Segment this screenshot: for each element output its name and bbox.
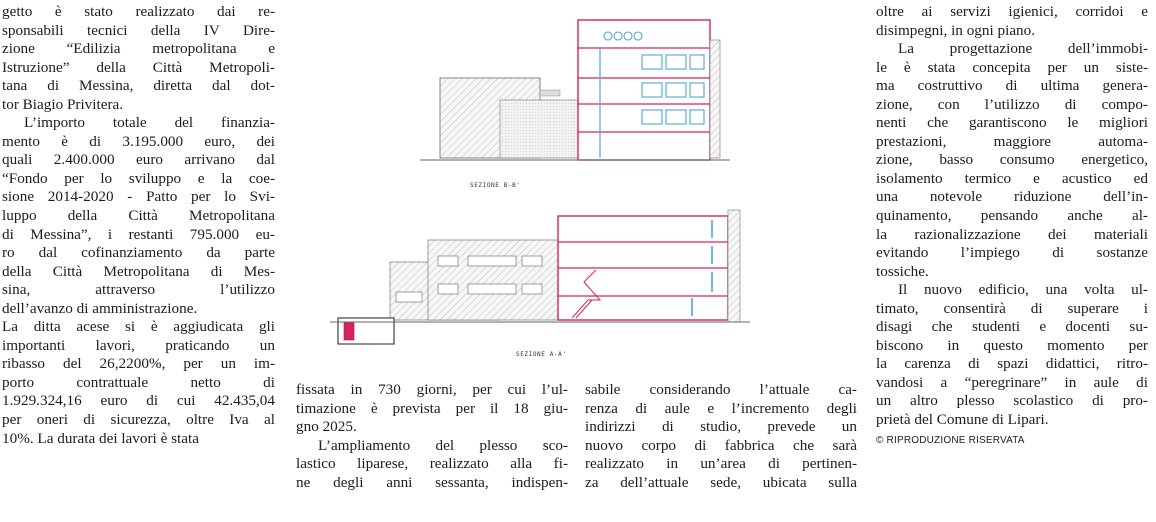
architectural-sections-figure bbox=[300, 0, 852, 370]
text-line: indirizzi di studio, prevede un bbox=[585, 418, 857, 436]
text-line: lastico liparese, realizzato alla fi- bbox=[296, 455, 568, 473]
text-line: biscono in questo momento per bbox=[876, 336, 1148, 354]
text-line: le è stata concepita per un siste- bbox=[876, 58, 1148, 76]
text-line: quali 2.400.000 euro arrivano dal bbox=[2, 151, 275, 169]
text-line: getto è stato realizzato dai re- bbox=[2, 3, 275, 20]
text-line: gno 2025. bbox=[296, 418, 357, 436]
text-line: importanti lavori, praticando un bbox=[2, 336, 275, 354]
text-line: La ditta acese si è aggiudicata gli bbox=[2, 318, 275, 336]
text-line: sina, attraverso l’utilizzo bbox=[2, 281, 275, 299]
article-column-1 bbox=[2, 3, 275, 448]
text-line: prietà del Comune di Lipari. bbox=[876, 411, 1049, 429]
text-line: sione 2014-2020 - Patto per lo Svi- bbox=[2, 188, 275, 206]
article-column-2 bbox=[296, 381, 568, 492]
text-line: Il nuovo edificio, una volta ul- bbox=[898, 281, 1148, 299]
section-b-caption: SEZIONE B-B' bbox=[470, 182, 521, 189]
section-a-drawing bbox=[330, 210, 750, 358]
text-line: sponsabili tecnici della IV Dire- bbox=[2, 21, 275, 39]
text-line: un altro plesso scolastico di pro- bbox=[876, 392, 1148, 410]
article-column-4 bbox=[876, 3, 1148, 450]
text-line: “Fondo per lo sviluppo e la coe- bbox=[2, 169, 275, 187]
text-line: tossiche. bbox=[876, 262, 929, 280]
text-line: sabile considerando l’attuale ca- bbox=[585, 381, 857, 398]
section-b-drawing bbox=[420, 20, 730, 189]
text-line: ne degli anni sessanta, indispen- bbox=[296, 473, 568, 491]
text-line: la carenza di spazi didattici, ritro- bbox=[876, 355, 1148, 373]
text-line: vandosi a “peregrinare” in aule di bbox=[876, 373, 1148, 391]
text-line: timato, consentirà di superare i bbox=[876, 299, 1148, 317]
text-line: per oneri di sicurezza, oltre Iva al bbox=[2, 411, 275, 429]
text-line: nenti che garantiscono le migliori bbox=[876, 114, 1148, 132]
text-line: timazione è prevista per il 18 giu- bbox=[296, 399, 568, 417]
text-line: la razionalizzazione dei materiali bbox=[876, 225, 1148, 243]
text-line: dell’avanzo di amministrazione. bbox=[2, 299, 198, 317]
text-line: porto contrattuale netto di bbox=[2, 373, 275, 391]
text-line: isolamento termico e acustico ed bbox=[876, 169, 1148, 187]
text-line: quinamento, pensando anche al- bbox=[876, 207, 1148, 225]
text-line: 10%. La durata dei lavori è stata bbox=[2, 429, 199, 447]
text-line: ro dal cofinanziamento da parte bbox=[2, 244, 275, 262]
text-line: zione, con l’utilizzo di compo- bbox=[876, 95, 1148, 113]
text-line: luppo della Città Metropolitana bbox=[2, 207, 275, 225]
text-line: prestazioni, maggiore automa- bbox=[876, 132, 1148, 150]
text-line: renza di aule e l’incremento degli bbox=[585, 399, 857, 417]
text-line: zione, basso consumo energetico, bbox=[876, 151, 1148, 169]
text-line: mento è di 3.195.000 euro, dei bbox=[2, 132, 275, 150]
text-line: tor Biagio Privitera. bbox=[2, 95, 124, 113]
text-line: La progettazione dell’immobi- bbox=[898, 40, 1148, 58]
text-line: ma costruttivo di ultima genera- bbox=[876, 77, 1148, 95]
text-line: di Messina”, i restanti 795.000 eu- bbox=[2, 225, 275, 243]
article-column-4-text bbox=[876, 3, 1148, 430]
text-line: 1.929.324,16 euro di cui 42.435,04 bbox=[2, 392, 275, 410]
text-line: nuovo corpo di fabbrica che sarà bbox=[585, 436, 857, 454]
text-line: za dell’attuale sede, ubicata sulla bbox=[585, 473, 857, 491]
copyright-notice: © RIPRODUZIONE RISERVATA bbox=[876, 434, 1025, 446]
text-line: ribasso del 26,2200%, per un im- bbox=[2, 355, 275, 373]
text-line: disagi che studenti e docenti su- bbox=[876, 318, 1148, 336]
text-line: della Città Metropolitana di Mes- bbox=[2, 262, 275, 280]
text-line: zione “Edilizia metropolitana e bbox=[2, 40, 275, 58]
text-line: realizzato in un’area di pertinen- bbox=[585, 455, 857, 473]
text-line: una notevole riduzione dell’in- bbox=[876, 188, 1148, 206]
text-line: oltre ai servizi igienici, corridoi e bbox=[876, 3, 1148, 20]
text-line: evitando l’impiego di sostanze bbox=[876, 244, 1148, 262]
section-a-caption: SEZIONE A-A' bbox=[516, 351, 567, 358]
article-column-3 bbox=[585, 381, 857, 492]
text-line: Istruzione” della Città Metropoli- bbox=[2, 58, 275, 76]
text-line: L’importo totale del finanzia- bbox=[24, 114, 275, 132]
text-line: fissata in 730 giorni, per cui l’ul- bbox=[296, 381, 568, 398]
text-line: L’ampliamento del plesso sco- bbox=[318, 436, 568, 454]
text-line: tana di Messina, diretta dal dot- bbox=[2, 77, 275, 95]
text-line: disimpegni, in ogni piano. bbox=[876, 21, 1036, 39]
